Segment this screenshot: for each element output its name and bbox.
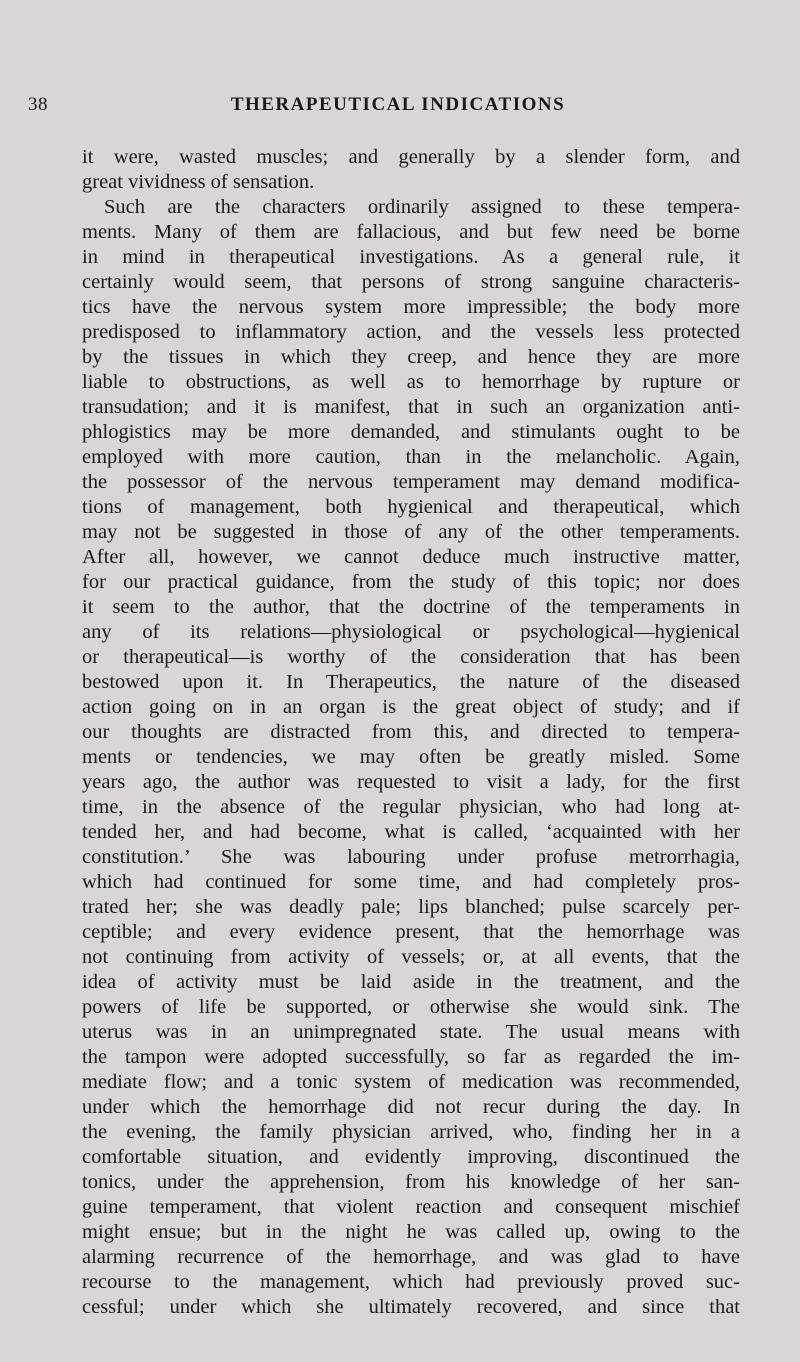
text-line: may not be suggested in those of any of the other temperaments. [82,521,740,543]
text-line: ments or tendencies, we may often be greatly misled. Some [82,746,740,768]
text-line: transudation; and it is manifest, that in such an organization anti- [82,396,740,418]
text-line: which had continued for some time, and had completely pros- [82,871,740,893]
text-line: under which the hemorrhage did not recur during the day. In [82,1096,740,1118]
text-line: the evening, the family physician arrived, who, finding her in a [82,1121,740,1143]
text-line: After all, however, we cannot deduce much instructive matter, [82,546,740,568]
body-text [82,145,740,1320]
text-line: the tampon were adopted successfully, so far as regarded the im- [82,1046,740,1068]
text-line: bestowed upon it. In Therapeutics, the nature of the diseased [82,671,740,693]
text-line: guine temperament, that violent reaction and consequent mischief [82,1196,740,1218]
text-line: cessful; under which she ultimately recovered, and since that [82,1296,740,1318]
text-line: certainly would seem, that persons of strong sanguine characteris- [82,271,740,293]
text-line: it were, wasted muscles; and generally by a slender form, and [82,146,740,168]
text-line: tics have the nervous system more impressible; the body more [82,296,740,318]
text-line: alarming recurrence of the hemorrhage, and was glad to have [82,1246,740,1268]
text-line: great vividness of sensation. [82,171,315,193]
text-line: our thoughts are distracted from this, and directed to tempera- [82,721,740,743]
text-line: by the tissues in which they creep, and hence they are more [82,346,740,368]
text-line: or therapeutical—is worthy of the consideration that has been [82,646,740,668]
text-line: any of its relations—physiological or psychological—hygienical [82,621,740,643]
text-line: constitution.’ She was labouring under profuse metrorrhagia, [82,846,740,868]
running-head [28,94,768,120]
text-line: trated her; she was deadly pale; lips blanched; pulse scarcely per- [82,896,740,918]
text-line: recourse to the management, which had previously proved suc- [82,1271,740,1293]
text-line: years ago, the author was requested to visit a lady, for the first [82,771,740,793]
text-line: uterus was in an unimpregnated state. The usual means with [82,1021,740,1043]
text-line: mediate flow; and a tonic system of medication was recommended, [82,1071,740,1093]
text-line: tended her, and had become, what is called, ‘acquainted with her [82,821,740,843]
text-line: comfortable situation, and evidently improving, discontinued the [82,1146,740,1168]
text-line: idea of activity must be laid aside in the treatment, and the [82,971,740,993]
text-line: might ensue; but in the night he was called up, owing to the [82,1221,740,1243]
text-line: not continuing from activity of vessels; or, at all events, that the [82,946,740,968]
running-title: THERAPEUTICAL INDICATIONS [230,94,566,115]
text-line: tions of management, both hygienical and therapeutical, which [82,496,740,518]
text-line: the possessor of the nervous temperament may demand modifica- [82,471,740,493]
text-line: for our practical guidance, from the study of this topic; nor does [82,571,740,593]
text-line: Such are the characters ordinarily assigned to these tempera- [104,196,740,218]
text-line: powers of life be supported, or otherwise she would sink. The [82,996,740,1018]
page-number: 38 [28,94,48,115]
text-line: predisposed to inflammatory action, and the vessels less protected [82,321,740,343]
text-line: time, in the absence of the regular physician, who had long at- [82,796,740,818]
text-line: employed with more caution, than in the melancholic. Again, [82,446,740,468]
text-line: phlogistics may be more demanded, and stimulants ought to be [82,421,740,443]
text-line: ceptible; and every evidence present, that the hemorrhage was [82,921,740,943]
text-line: tonics, under the apprehension, from his knowledge of her san- [82,1171,740,1193]
text-line: ments. Many of them are fallacious, and but few need be borne [82,221,740,243]
text-line: in mind in therapeutical investigations. As a general rule, it [82,246,740,268]
text-line: it seem to the author, that the doctrine of the temperaments in [82,596,740,618]
text-line: liable to obstructions, as well as to hemorrhage by rupture or [82,371,740,393]
text-line: action going on in an organ is the great object of study; and if [82,696,740,718]
